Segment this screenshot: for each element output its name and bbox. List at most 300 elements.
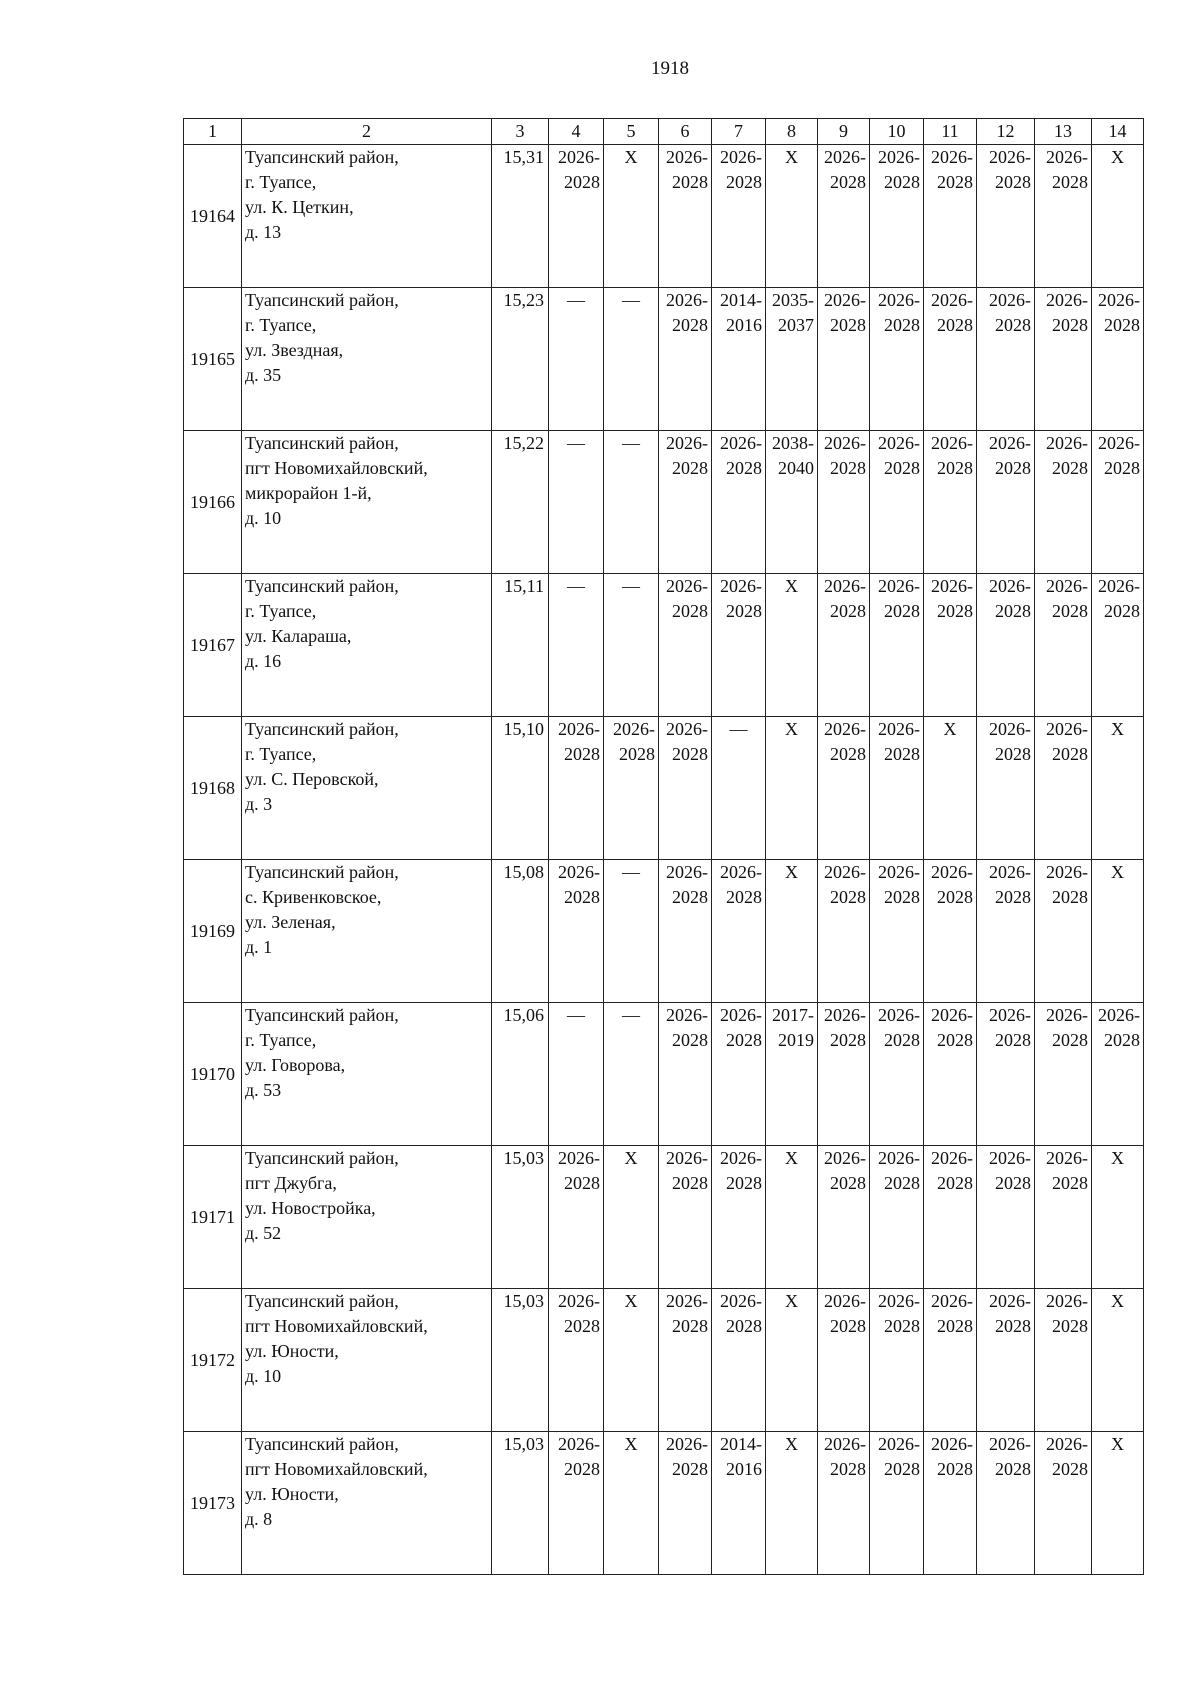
cell-text: 2028 [830, 315, 866, 335]
cell-text: 2026- [1046, 1005, 1088, 1025]
mark-cell [1092, 145, 1144, 288]
register-table [183, 118, 1144, 1575]
period-cell [977, 145, 1035, 288]
cell-text: 2026- [1046, 719, 1088, 739]
cell-text: 2026- [558, 719, 600, 739]
period-cell [924, 288, 977, 431]
cell-text: X [1111, 862, 1124, 882]
cell-text: 2028 [672, 1316, 708, 1336]
address-line: д. 52 [245, 1223, 282, 1243]
address-line: ул. Звездная, [245, 340, 344, 360]
cell-text: 2040 [778, 458, 814, 478]
period-cell [870, 1432, 924, 1575]
cell-text: — [622, 290, 640, 310]
cell-text: 2028 [937, 601, 973, 621]
cell-text: 2026- [666, 1434, 708, 1454]
cell-text: 2026- [720, 576, 762, 596]
cell-text: 2026- [931, 862, 973, 882]
cell-text: 2026- [666, 576, 708, 596]
cell-text: 2028 [564, 744, 600, 764]
cell-text: 2026- [666, 433, 708, 453]
cell-text: 2026- [878, 1148, 920, 1168]
period-cell [977, 1432, 1035, 1575]
cell-text: X [1111, 1148, 1124, 1168]
area-cell: 15,31 [492, 145, 549, 288]
period-cell [977, 431, 1035, 574]
table-body [184, 145, 1144, 1575]
cell-text: 2016 [726, 315, 762, 335]
cell-text: 2037 [778, 315, 814, 335]
cell-text: 2026- [931, 433, 973, 453]
cell-text: 2019 [778, 1030, 814, 1050]
table-row [184, 1003, 1144, 1146]
cell-text: 2028 [1104, 601, 1140, 621]
address-cell [242, 1146, 492, 1289]
cell-text: 2028 [1052, 172, 1088, 192]
cell-text: 2026- [720, 862, 762, 882]
period-cell [1035, 1289, 1092, 1432]
address-cell [242, 1432, 492, 1575]
area-cell: 15,08 [492, 860, 549, 1003]
column-header-3: 3 [492, 119, 549, 145]
address-line: ул. Калараша, [245, 626, 352, 646]
row-id: 19169 [184, 860, 242, 1003]
row-id: 19171 [184, 1146, 242, 1289]
cell-text: 2026- [824, 290, 866, 310]
cell-text: 2026- [1098, 290, 1140, 310]
mark-cell [549, 1003, 604, 1146]
period-cell [659, 1146, 712, 1289]
address-line: Туапсинский район, [245, 862, 399, 882]
address-line: д. 13 [245, 222, 282, 242]
column-header-7: 7 [712, 119, 766, 145]
period-cell [549, 145, 604, 288]
column-header-13: 13 [1035, 119, 1092, 145]
cell-text: 2028 [1052, 1173, 1088, 1193]
cell-text: X [785, 1291, 798, 1311]
cell-text: 2026- [878, 433, 920, 453]
cell-text: 2026- [931, 1291, 973, 1311]
period-cell [818, 1432, 870, 1575]
period-cell [818, 860, 870, 1003]
cell-text: X [785, 862, 798, 882]
column-header-4: 4 [549, 119, 604, 145]
cell-text: 2028 [672, 887, 708, 907]
mark-cell [1092, 1432, 1144, 1575]
mark-cell [604, 574, 659, 717]
cell-text: 2028 [830, 1459, 866, 1479]
mark-cell [549, 288, 604, 431]
cell-text: 2028 [830, 458, 866, 478]
period-cell [924, 431, 977, 574]
cell-text: 2028 [884, 1173, 920, 1193]
column-header-11: 11 [924, 119, 977, 145]
address-line: д. 35 [245, 365, 282, 385]
cell-text: 2026- [931, 1148, 973, 1168]
cell-text: 2028 [884, 1030, 920, 1050]
table-row [184, 431, 1144, 574]
column-header-1: 1 [184, 119, 242, 145]
cell-text: 2028 [672, 1173, 708, 1193]
cell-text: 2028 [1104, 1030, 1140, 1050]
period-cell [659, 1432, 712, 1575]
cell-text: X [624, 1434, 638, 1454]
cell-text: 2026- [989, 290, 1031, 310]
row-id: 19167 [184, 574, 242, 717]
cell-text: 2028 [884, 744, 920, 764]
address-line: д. 3 [245, 794, 273, 814]
cell-text: 2026- [824, 862, 866, 882]
period-cell [870, 288, 924, 431]
address-line: ул. С. Перовской, [245, 769, 379, 789]
cell-text: — [622, 1005, 640, 1025]
cell-text: — [567, 1005, 585, 1025]
mark-cell [1092, 717, 1144, 860]
table-row [184, 1289, 1144, 1432]
cell-text: 2026- [824, 1291, 866, 1311]
cell-text: 2028 [726, 1316, 762, 1336]
period-cell [1035, 1003, 1092, 1146]
cell-text: 2028 [937, 887, 973, 907]
period-cell [924, 1289, 977, 1432]
mark-cell [604, 860, 659, 1003]
address-line: микрорайон 1-й, [245, 483, 372, 503]
cell-text: 2028 [830, 172, 866, 192]
period-cell [712, 1146, 766, 1289]
address-line: Туапсинский район, [245, 433, 399, 453]
cell-text: 2026- [558, 1434, 600, 1454]
period-cell [870, 860, 924, 1003]
period-cell [659, 431, 712, 574]
cell-text: 2028 [995, 1316, 1031, 1336]
cell-text: 2014- [720, 1434, 762, 1454]
address-line: Туапсинский район, [245, 147, 399, 167]
address-line: д. 10 [245, 508, 282, 528]
period-cell [1035, 145, 1092, 288]
cell-text: 2026- [666, 1005, 708, 1025]
cell-text: X [943, 719, 957, 739]
address-cell [242, 431, 492, 574]
address-line: д. 53 [245, 1080, 282, 1100]
cell-text: 2026- [558, 862, 600, 882]
cell-text: 2028 [995, 1173, 1031, 1193]
cell-text: X [785, 147, 798, 167]
cell-text: 2026- [720, 433, 762, 453]
address-line: Туапсинский район, [245, 1148, 399, 1168]
period-cell [818, 288, 870, 431]
cell-text: 2028 [830, 1030, 866, 1050]
address-line: ул. Юности, [245, 1341, 339, 1361]
cell-text: 2026- [666, 1148, 708, 1168]
row-id: 19173 [184, 1432, 242, 1575]
address-line: г. Туапсе, [245, 744, 317, 764]
address-line: Туапсинский район, [245, 290, 399, 310]
cell-text: 2026- [720, 1148, 762, 1168]
address-cell [242, 145, 492, 288]
area-cell: 15,23 [492, 288, 549, 431]
cell-text: 2028 [937, 172, 973, 192]
cell-text: 2028 [1052, 601, 1088, 621]
cell-text: 2028 [672, 315, 708, 335]
period-cell [549, 860, 604, 1003]
period-cell [924, 860, 977, 1003]
period-cell [659, 574, 712, 717]
address-line: Туапсинский район, [245, 576, 399, 596]
cell-text: 2026- [989, 147, 1031, 167]
period-cell [1035, 431, 1092, 574]
cell-text: 2028 [884, 172, 920, 192]
address-line: г. Туапсе, [245, 601, 317, 621]
cell-text: 2026- [989, 1434, 1031, 1454]
period-cell [870, 717, 924, 860]
cell-text: — [567, 576, 585, 596]
mark-cell [604, 145, 659, 288]
address-line: ул. Говорова, [245, 1055, 346, 1075]
period-cell [818, 431, 870, 574]
header-row [184, 119, 1144, 145]
column-header-12: 12 [977, 119, 1035, 145]
cell-text: 2026- [878, 862, 920, 882]
mark-cell [766, 860, 818, 1003]
cell-text: 2028 [884, 1459, 920, 1479]
address-cell [242, 574, 492, 717]
cell-text: 2028 [830, 1316, 866, 1336]
cell-text: 2026- [1046, 290, 1088, 310]
cell-text: 2028 [672, 744, 708, 764]
table-row [184, 1432, 1144, 1575]
cell-text: 2028 [884, 887, 920, 907]
period-cell [924, 1003, 977, 1146]
cell-text: 2028 [619, 744, 655, 764]
period-cell [659, 1003, 712, 1146]
period-cell [766, 1003, 818, 1146]
period-cell [659, 288, 712, 431]
cell-text: 2026- [1046, 433, 1088, 453]
cell-text: 2026- [931, 576, 973, 596]
cell-text: 2028 [995, 172, 1031, 192]
period-cell [549, 717, 604, 860]
mark-cell [766, 1146, 818, 1289]
cell-text: 2028 [1104, 458, 1140, 478]
period-cell [870, 1289, 924, 1432]
period-cell [977, 717, 1035, 860]
period-cell [1035, 1432, 1092, 1575]
cell-text: 2026- [989, 719, 1031, 739]
cell-text: 2028 [830, 1173, 866, 1193]
cell-text: 2028 [1104, 315, 1140, 335]
table-row [184, 1146, 1144, 1289]
column-header-5: 5 [604, 119, 659, 145]
period-cell [818, 717, 870, 860]
mark-cell [766, 145, 818, 288]
table-row [184, 717, 1144, 860]
mark-cell [1092, 860, 1144, 1003]
address-cell [242, 1289, 492, 1432]
cell-text: 2035- [772, 290, 814, 310]
period-cell [712, 1432, 766, 1575]
mark-cell [549, 431, 604, 574]
cell-text: 2026- [558, 1148, 600, 1168]
mark-cell [604, 1003, 659, 1146]
address-line: пгт Новомихайловский, [245, 1459, 428, 1479]
row-id: 19168 [184, 717, 242, 860]
cell-text: 2028 [726, 1173, 762, 1193]
cell-text: X [1111, 1291, 1124, 1311]
cell-text: 2028 [1052, 315, 1088, 335]
column-header-10: 10 [870, 119, 924, 145]
table-row [184, 860, 1144, 1003]
cell-text: 2026- [666, 290, 708, 310]
cell-text: 2026- [1098, 1005, 1140, 1025]
row-id: 19164 [184, 145, 242, 288]
address-line: ул. Зеленая, [245, 912, 336, 932]
cell-text: 2026- [878, 576, 920, 596]
period-cell [659, 860, 712, 1003]
cell-text: 2026- [558, 147, 600, 167]
cell-text: 2026- [1098, 433, 1140, 453]
mark-cell [712, 717, 766, 860]
area-cell: 15,06 [492, 1003, 549, 1146]
cell-text: 2026- [1046, 576, 1088, 596]
cell-text: 2026- [824, 433, 866, 453]
period-cell [712, 1289, 766, 1432]
cell-text: 2026- [1046, 1148, 1088, 1168]
cell-text: 2028 [564, 1316, 600, 1336]
cell-text: 2028 [564, 1173, 600, 1193]
address-line: г. Туапсе, [245, 1030, 317, 1050]
cell-text: 2026- [666, 862, 708, 882]
mark-cell [604, 1432, 659, 1575]
period-cell [977, 288, 1035, 431]
cell-text: 2026- [878, 1005, 920, 1025]
period-cell [1092, 288, 1144, 431]
period-cell [977, 574, 1035, 717]
period-cell [1035, 860, 1092, 1003]
cell-text: 2026- [931, 290, 973, 310]
period-cell [1035, 288, 1092, 431]
cell-text: 2028 [995, 601, 1031, 621]
period-cell [549, 1432, 604, 1575]
mark-cell [549, 574, 604, 717]
cell-text: X [624, 147, 638, 167]
address-cell [242, 860, 492, 1003]
cell-text: X [1111, 147, 1124, 167]
cell-text: 2028 [726, 601, 762, 621]
address-line: Туапсинский район, [245, 1434, 399, 1454]
cell-text: 2026- [931, 1005, 973, 1025]
cell-text: 2026- [613, 719, 655, 739]
cell-text: 2028 [995, 1459, 1031, 1479]
period-cell [1092, 431, 1144, 574]
address-cell [242, 717, 492, 860]
area-cell: 15,03 [492, 1289, 549, 1432]
period-cell [818, 1003, 870, 1146]
cell-text: 2028 [830, 601, 866, 621]
cell-text: 2026- [824, 1434, 866, 1454]
period-cell [549, 1289, 604, 1432]
period-cell [870, 1003, 924, 1146]
period-cell [549, 1146, 604, 1289]
cell-text: 2028 [726, 458, 762, 478]
row-id: 19166 [184, 431, 242, 574]
cell-text: 2028 [672, 601, 708, 621]
period-cell [924, 145, 977, 288]
period-cell [818, 574, 870, 717]
mark-cell [604, 1146, 659, 1289]
address-line: Туапсинский район, [245, 1291, 399, 1311]
period-cell [818, 1146, 870, 1289]
cell-text: — [622, 576, 640, 596]
period-cell [977, 1289, 1035, 1432]
period-cell [659, 717, 712, 860]
cell-text: 2028 [1052, 744, 1088, 764]
address-line: ул. К. Цеткин, [245, 197, 354, 217]
cell-text: 2026- [878, 1291, 920, 1311]
cell-text: 2028 [830, 744, 866, 764]
address-line: пгт Джубга, [245, 1173, 337, 1193]
period-cell [604, 717, 659, 860]
cell-text: X [785, 1434, 798, 1454]
address-line: г. Туапсе, [245, 315, 317, 335]
mark-cell [924, 717, 977, 860]
cell-text: 2028 [1052, 458, 1088, 478]
period-cell [712, 1003, 766, 1146]
cell-text: 2028 [937, 315, 973, 335]
cell-text: 2026- [989, 862, 1031, 882]
cell-text: 2026- [824, 576, 866, 596]
cell-text: 2026- [558, 1291, 600, 1311]
period-cell [870, 574, 924, 717]
cell-text: X [785, 719, 798, 739]
mark-cell [604, 1289, 659, 1432]
cell-text: 2026- [878, 1434, 920, 1454]
mark-cell [766, 717, 818, 860]
column-header-2: 2 [242, 119, 492, 145]
cell-text: 2026- [824, 147, 866, 167]
cell-text: — [567, 290, 585, 310]
cell-text: 2028 [995, 1030, 1031, 1050]
cell-text: 2026- [1046, 1291, 1088, 1311]
cell-text: 2028 [884, 601, 920, 621]
cell-text: 2028 [995, 458, 1031, 478]
address-line: с. Кривенковское, [245, 887, 382, 907]
address-line: ул. Юности, [245, 1484, 339, 1504]
cell-text: 2026- [824, 719, 866, 739]
cell-text: 2026- [720, 147, 762, 167]
cell-text: 2028 [995, 315, 1031, 335]
cell-text: 2028 [564, 1459, 600, 1479]
area-cell: 15,03 [492, 1146, 549, 1289]
cell-text: 2028 [1052, 1316, 1088, 1336]
period-cell [1092, 574, 1144, 717]
cell-text: 2028 [995, 744, 1031, 764]
period-cell [766, 431, 818, 574]
area-cell: 15,11 [492, 574, 549, 717]
cell-text: 2028 [672, 172, 708, 192]
cell-text: 2028 [937, 1173, 973, 1193]
cell-text: 2026- [666, 719, 708, 739]
row-id: 19172 [184, 1289, 242, 1432]
cell-text: 2028 [937, 1316, 973, 1336]
cell-text: 2028 [672, 1459, 708, 1479]
cell-text: 2026- [1046, 147, 1088, 167]
cell-text: 2026- [720, 1005, 762, 1025]
period-cell [712, 860, 766, 1003]
address-cell [242, 1003, 492, 1146]
address-line: г. Туапсе, [245, 172, 317, 192]
address-line: д. 8 [245, 1509, 273, 1529]
address-line: Туапсинский район, [245, 719, 399, 739]
